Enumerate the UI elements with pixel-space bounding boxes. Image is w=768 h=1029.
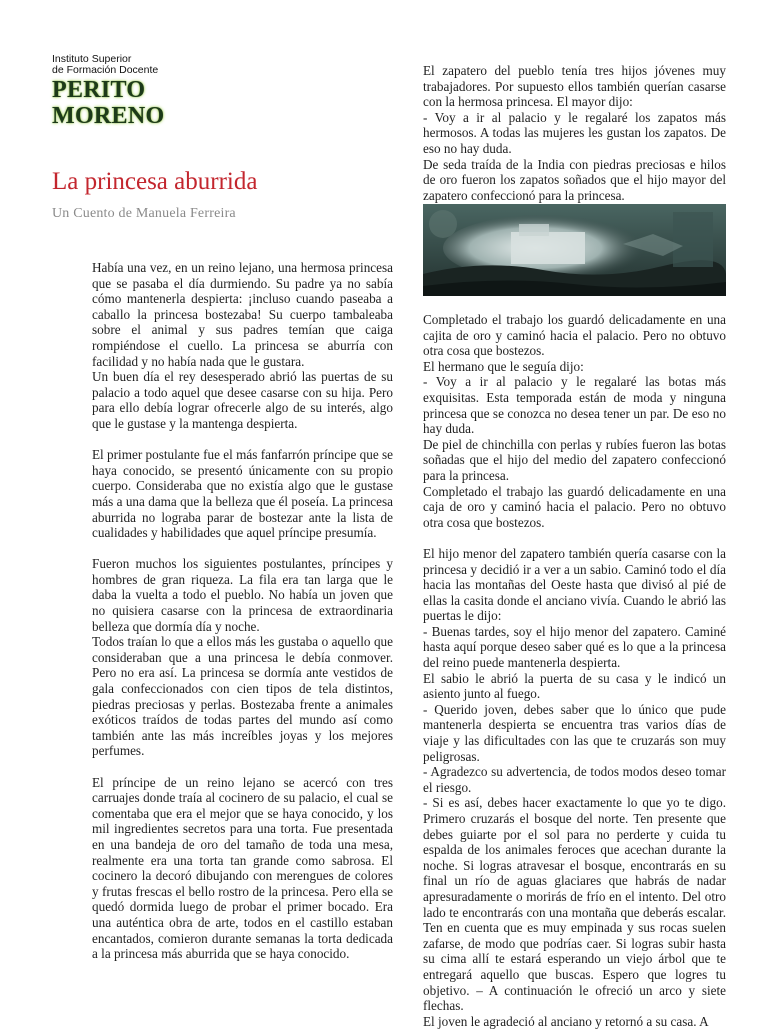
story-illustration — [423, 204, 726, 296]
left-column — [92, 260, 393, 962]
paragraph: De piel de chinchilla con perlas y rubíes fueron las botas soñadas que el hijo del medio del zapatero confeccionó para la princesa. — [423, 436, 726, 483]
paragraph: Fueron muchos los siguientes postulantes, príncipes y hombres de gran riqueza. La fila era tan larga que le daba la vuelta a todo el pueblo. No había un joven que no quisiera casarse con la princesa de extraordinaria belleza que dormía día y noche. — [92, 556, 393, 634]
right-column-top — [423, 63, 726, 203]
paragraph: Había una vez, en un reino lejano, una hermosa princesa que se pasaba el día durmiendo. Su padre ya no sabía cómo mantenerla despierta: ¡incluso cuando paseaba a caballo la princesa bostezaba! Su cuerpo tambaleaba sobre el animal y sus padres temían que caiga rompiéndose el cuello. La princesa se aburría con facilidad y no había nada que le gustara. — [92, 260, 393, 369]
paragraph: El hermano que le seguía dijo: — [423, 358, 584, 374]
paragraph: De seda traída de la India con piedras preciosas e hilos de oro fueron los zapatos soñados que el hijo mayor del zapatero confeccionó para la princesa. — [423, 156, 726, 203]
paragraph: Un buen día el rey desesperado abrió las puertas de su palacio a todo aquel que desee casarse con su hija. Pero para ello debía lograr ofrecerle algo de su interés, algo que le gustase y la mantenga despierta. — [92, 369, 393, 431]
logo-brand: PERITO MORENO — [52, 77, 165, 129]
story-title: La princesa aburrida — [52, 168, 258, 195]
paragraph: - Voy a ir al palacio y le regalaré las botas más exquisitas. Esta temporada están de moda y ninguna princesa que se conozca no desea tener un par. De eso no hay duda. — [423, 374, 726, 437]
paragraph: Completado el trabajo los guardó delicadamente en una cajita de oro y caminó hacia el palacio. Pero no obtuvo otra cosa que bostezos. — [423, 312, 726, 359]
paragraph: El hijo menor del zapatero también quería casarse con la princesa y decidió ir a ver a un sabio. Caminó todo el día hacia las montañas del Oeste hasta que divisó al pié de ellas la casita donde el anciano vivía. Cuando le abrió las puertas le dijo: — [423, 545, 726, 624]
paragraph: - Querido joven, debes saber que lo único que pude mantenerla despierta se encuentra tras varios días de viaje y las dificultades con las que te cruzarás son muy peligrosas. — [423, 701, 726, 764]
paragraph: - Voy a ir al palacio y le regalaré los zapatos más hermosos. A todas las mujeres les gustan los zapatos. De eso no hay duda. — [423, 109, 726, 156]
paragraph: - Si es así, debes hacer exactamente lo que yo te digo. Primero cruzarás el bosque del norte. Ten presente que debes guiarte por el sol para no perderte y cuida tu espalda de los animales feroces que acechan durante la noche. Si logras atravesar el bosque, encontrarás en su final un río de aguas glaciares que habrás de nadar apresuradamente o morirás de frío en el intento. Del otro lado te encontrarás con una montaña que deberás escalar. Ten en cuenta que es muy empinada y sus rocas suelen zafarse, de modo que podrías caer. Si logras subir hasta su cima allí te estará esperando un viejo árbol que te entregará aquello que buscas. Espero que logres tu objetivo. – A continuación le ofreció un arco y siete flechas. — [423, 795, 726, 1014]
paragraph: Completado el trabajo las guardó delicadamente en una caja de oro y caminó hacia el palacio. Pero no obtuvo otra cosa que bostezos. — [423, 483, 726, 530]
paragraph-gap — [92, 541, 393, 557]
paragraph: El sabio le abrió la puerta de su casa y le indicó un asiento junto al fuego. — [423, 670, 726, 702]
logo-line-2: de Formación Docente — [52, 64, 159, 76]
paragraph: - Buenas tardes, soy el hijo menor del zapatero. Caminé hasta aquí porque deseo saber qué es lo que a la princesa del reino puede mantenerla despierta. — [423, 623, 726, 671]
paragraph: Todos traían lo que a ellos más les gustaba o aquello que consideraban que a una princesa le debía conmover. Pero no era así. La princesa se dormía ante vestidos de gala confeccionados con cien tipos de tela distintos, piedras preciosas y perlas. Bostezaba frente a animales exóticos traídos de todas partes del mundo así como también ante las más increíbles joyas y los mejores perfumes. — [92, 634, 393, 759]
paragraph-gap — [423, 530, 726, 546]
logo-line-1: Instituto Superior — [52, 53, 132, 65]
story-subtitle: Un Cuento de Manuela Ferreira — [52, 206, 236, 221]
illustration-image — [423, 204, 726, 296]
paragraph: El primer postulante fue el más fanfarrón príncipe que se haya conocido, se presentó únicamente con su propio cuerpo. Consideraba que no existía algo que le gustase más a una dama que la belleza que él poseía. La princesa aburrida no lograba parar de bostezar ante la lista de cualidades y habilidades que aquel príncipe presumía. — [92, 447, 393, 541]
right-column-bottom — [423, 312, 726, 1029]
institute-logo — [52, 54, 252, 129]
paragraph: El joven le agradeció al anciano y retornó a su casa. A — [423, 1013, 709, 1029]
paragraph-gap — [92, 759, 393, 775]
paragraph-gap — [92, 432, 393, 448]
paragraph: El príncipe de un reino lejano se acercó con tres carruajes donde traía al cocinero de su palacio, el cual se comentaba que era el mejor que se haya conocido, y los mil ingredientes secretos para una torta. Fue presentada en una bandeja de oro del tamaño de toda una mesa, realmente era una torta tan grande como sabrosa. El cocinero la decoró dibujando con merengues de colores y frutas frescas el bello rostro de la princesa. Pero ella se quedó dormida luego de probar el primer bocado. Era una auténtica obra de arte, todos en el castillo estaban encantados, comieron durante semanas la torta dedicada a la princesa más aburrida que se haya conocido. — [92, 774, 393, 962]
paragraph: El zapatero del pueblo tenía tres hijos jóvenes muy trabajadores. Por supuesto ellos también querían casarse con la hermosa princesa. El mayor dijo: — [423, 63, 726, 110]
paragraph: - Agradezco su advertencia, de todos modos deseo tomar el riesgo. — [423, 764, 726, 795]
